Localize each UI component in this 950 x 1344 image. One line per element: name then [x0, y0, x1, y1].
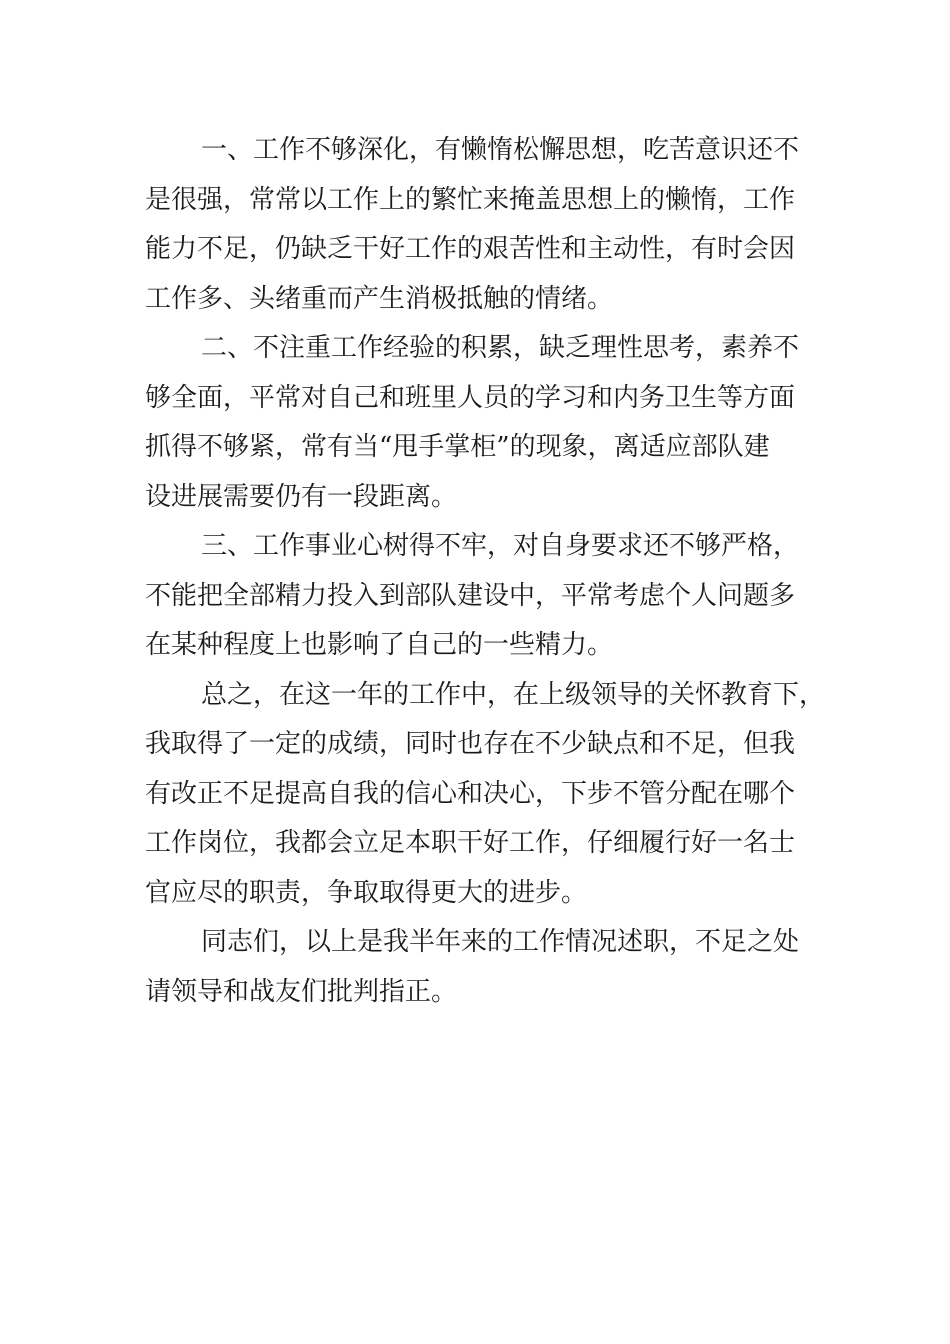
paragraph-3	[145, 522, 815, 671]
paragraph-1	[145, 126, 815, 324]
paragraph-2	[145, 324, 815, 522]
paragraph-line: 官应尽的职责，争取取得更大的进步。	[145, 877, 588, 908]
paragraph-line: 二、不注重工作经验的积累，缺乏理性思考，素养不	[201, 333, 800, 363]
paragraph-line: 工作岗位，我都会立足本职干好工作，仔细履行好一名士	[145, 828, 796, 858]
paragraph-line: 够全面，平常对自己和班里人员的学习和内务卫生等方面	[145, 382, 796, 413]
document-body	[145, 126, 826, 1017]
paragraph-line: 有改正不足提高自我的信心和决心，下步不管分配在哪个	[145, 778, 796, 809]
paragraph-line: 同志们，以上是我半年来的工作情况述职，不足之处	[201, 927, 800, 957]
paragraph-line: 总之，在这一年的工作中，在上级领导的关怀教育下，	[201, 679, 826, 710]
paragraph-line: 工作多、头绪重而产生消极抵触的情绪。	[145, 283, 614, 314]
paragraph-line: 三、工作事业心树得不牢，对自身要求还不够严格，	[201, 531, 800, 561]
paragraph-line: 一、工作不够深化，有懒惰松懈思想，吃苦意识还不	[201, 135, 800, 165]
paragraph-line: 我取得了一定的成绩，同时也存在不少缺点和不足，但我	[145, 729, 796, 759]
paragraph-5	[145, 918, 815, 1017]
paragraph-line: 不能把全部精力投入到部队建设中，平常考虑个人问题多	[145, 580, 796, 611]
paragraph-line: 在某种程度上也影响了自己的一些精力。	[145, 630, 614, 660]
paragraph-line: 是很强，常常以工作上的繁忙来掩盖思想上的懒惰，工作	[145, 184, 796, 215]
paragraph-line: 设进展需要仍有一段距离。	[145, 481, 458, 512]
paragraph-line: 请领导和战友们批判指正。	[145, 976, 458, 1007]
paragraph-line: 能力不足，仍缺乏干好工作的艰苦性和主动性，有时会因	[145, 234, 796, 264]
paragraph-line: 抓得不够紧，常有当“甩手掌柜”的现象，离适应部队建	[145, 432, 770, 462]
paragraph-4	[145, 671, 826, 919]
